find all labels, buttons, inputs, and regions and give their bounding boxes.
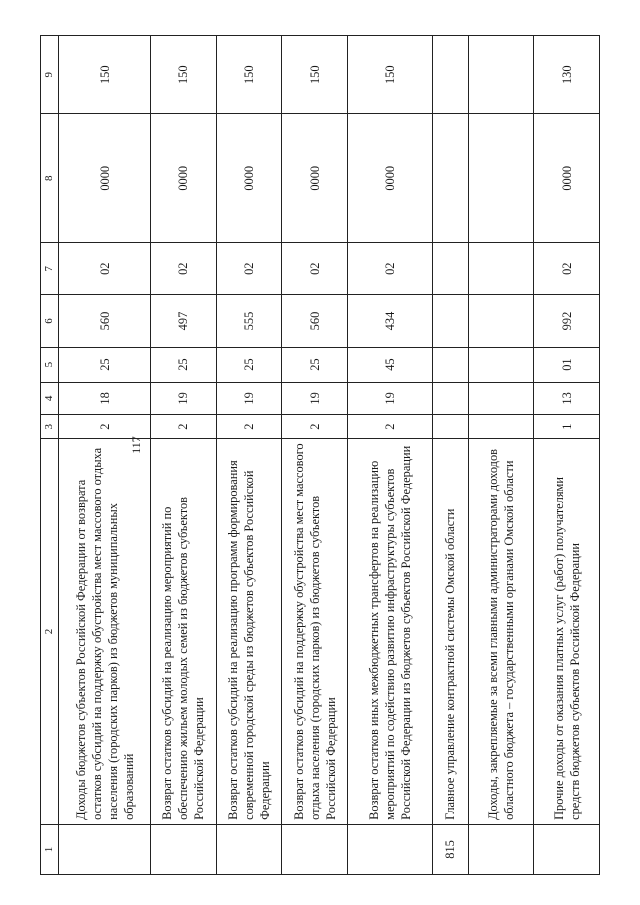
table-row	[534, 36, 600, 875]
table-header-row	[41, 36, 59, 875]
code-cell: 150	[282, 36, 348, 115]
page-number: 117	[129, 436, 143, 454]
code-cell: 19	[216, 382, 282, 415]
code-cell: 150	[151, 36, 217, 115]
code-cell: 560	[282, 295, 348, 347]
code-cell: 0000	[282, 114, 348, 243]
column-header: 3	[41, 415, 59, 439]
code-cell: 555	[216, 295, 282, 347]
code-cell	[432, 36, 468, 115]
code-cell: 18	[58, 382, 150, 415]
code-cell: 45	[347, 347, 432, 382]
budget-codes-table	[40, 35, 600, 875]
admin-code-cell: 815	[432, 824, 468, 874]
code-cell: 497	[151, 295, 217, 347]
code-cell: 02	[151, 243, 217, 295]
admin-code-cell	[282, 824, 348, 874]
code-cell: 02	[216, 243, 282, 295]
table-row	[151, 36, 217, 875]
code-cell: 1	[534, 415, 600, 439]
rotated-page-content	[40, 35, 600, 875]
code-cell: 25	[151, 347, 217, 382]
column-header: 9	[41, 36, 59, 115]
description-cell: Доходы бюджетов субъектов Российской Федерации от возврата остатков субсидий на поддержку обустройства мест массового отдыха населения (городских парков) из бюджетов муниципальных образований	[58, 439, 150, 825]
code-cell: 0000	[151, 114, 217, 243]
admin-code-cell	[58, 824, 150, 874]
code-cell: 560	[58, 295, 150, 347]
code-cell: 25	[282, 347, 348, 382]
table-row	[216, 36, 282, 875]
code-cell	[432, 415, 468, 439]
code-cell	[468, 415, 534, 439]
admin-code-cell	[534, 824, 600, 874]
code-cell	[432, 243, 468, 295]
code-cell: 2	[282, 415, 348, 439]
table-row	[282, 36, 348, 875]
code-cell	[468, 36, 534, 115]
description-cell: Главное управление контрактной системы Омской области	[432, 439, 468, 825]
code-cell: 0000	[216, 114, 282, 243]
code-cell: 02	[534, 243, 600, 295]
code-cell: 13	[534, 382, 600, 415]
admin-code-cell	[151, 824, 217, 874]
table-row	[432, 36, 468, 875]
code-cell: 150	[347, 36, 432, 115]
description-cell: Прочие доходы от оказания платных услуг (работ) получателями средств бюджетов субъектов Российской Федерации	[534, 439, 600, 825]
code-cell	[432, 295, 468, 347]
code-cell: 19	[282, 382, 348, 415]
table-row	[347, 36, 432, 875]
description-cell: Доходы, закрепляемые за всеми главными администраторами доходов областного бюджета – государственными органами Омской области	[468, 439, 534, 825]
code-cell: 2	[151, 415, 217, 439]
code-cell: 19	[151, 382, 217, 415]
code-cell	[432, 114, 468, 243]
code-cell: 25	[58, 347, 150, 382]
column-header: 7	[41, 243, 59, 295]
code-cell: 2	[347, 415, 432, 439]
table-row	[58, 36, 150, 875]
code-cell: 02	[282, 243, 348, 295]
column-header: 8	[41, 114, 59, 243]
description-cell: Возврат остатков субсидий на поддержку обустройства мест массового отдыха населения (городских парков) из бюджетов субъектов Российской Федерации	[282, 439, 348, 825]
code-cell: 0000	[534, 114, 600, 243]
code-cell: 02	[58, 243, 150, 295]
code-cell: 19	[347, 382, 432, 415]
admin-code-cell	[468, 824, 534, 874]
column-header: 4	[41, 382, 59, 415]
description-cell: Возврат остатков субсидий на реализацию программ формирования современной городской среды из бюджетов субъектов Российской Федерации	[216, 439, 282, 825]
code-cell	[468, 347, 534, 382]
code-cell: 02	[347, 243, 432, 295]
code-cell: 25	[216, 347, 282, 382]
column-header: 6	[41, 295, 59, 347]
table-row	[468, 36, 534, 875]
code-cell: 01	[534, 347, 600, 382]
description-cell: Возврат остатков иных межбюджетных трансфертов на реализацию мероприятий по содействию развитию инфраструктуры субъектов Российской Федерации из бюджетов субъектов Российской Федерации	[347, 439, 432, 825]
code-cell: 150	[58, 36, 150, 115]
admin-code-cell	[347, 824, 432, 874]
column-header: 2	[41, 439, 59, 825]
code-cell	[432, 382, 468, 415]
description-cell: Возврат остатков субсидий на реализацию мероприятий по обеспечению жильем молодых семей из бюджетов субъектов Российской Федерации	[151, 439, 217, 825]
code-cell: 130	[534, 36, 600, 115]
code-cell: 0000	[347, 114, 432, 243]
code-cell: 150	[216, 36, 282, 115]
admin-code-cell	[216, 824, 282, 874]
code-cell	[468, 114, 534, 243]
code-cell	[468, 382, 534, 415]
column-header: 5	[41, 347, 59, 382]
code-cell	[468, 243, 534, 295]
code-cell: 2	[216, 415, 282, 439]
code-cell	[432, 347, 468, 382]
column-header: 1	[41, 824, 59, 874]
code-cell: 2	[58, 415, 150, 439]
code-cell: 0000	[58, 114, 150, 243]
code-cell	[468, 295, 534, 347]
code-cell: 434	[347, 295, 432, 347]
code-cell: 992	[534, 295, 600, 347]
